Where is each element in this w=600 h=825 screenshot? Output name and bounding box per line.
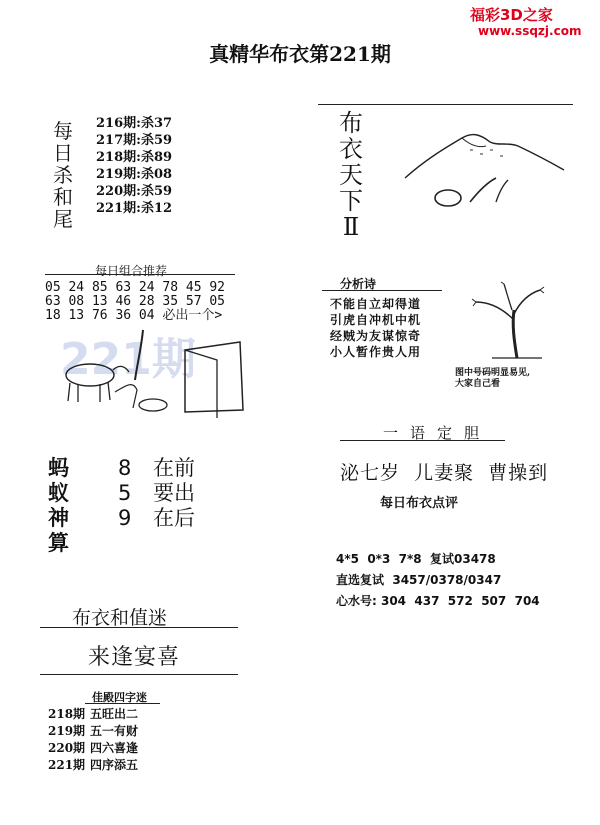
- daily-kill-char: 日: [53, 141, 73, 165]
- daily-kill-row: [96, 200, 172, 217]
- buyi-char: 衣: [339, 135, 363, 163]
- page-title: 真精华布衣第221期: [209, 42, 391, 66]
- poem-title: 分析诗: [340, 277, 377, 291]
- ant-row: [118, 456, 195, 481]
- ant-text: 要出: [153, 481, 195, 505]
- kill-value: 杀08: [140, 167, 173, 182]
- combo-row: 05 24 85 63 24 78 45 92: [45, 280, 226, 295]
- ant-row: [118, 506, 195, 531]
- riddle-row: [48, 706, 138, 723]
- comment-line2: 直选复试 3457/0378/0347: [336, 573, 502, 587]
- riddle-text: 四序添五: [90, 758, 139, 772]
- ant-row: [118, 481, 195, 506]
- kill-value: 杀12: [140, 201, 173, 216]
- poem-lines: [330, 296, 421, 360]
- daily-kill-char: 尾: [53, 207, 73, 231]
- daily-kill-list: [96, 115, 172, 217]
- poem-note-line1: 图中号码明显易见,: [455, 368, 531, 378]
- kill-value: 杀89: [140, 150, 173, 165]
- buyi-char: 天: [339, 161, 363, 189]
- one-word-heading: 一语定胆: [383, 424, 492, 442]
- riddle-heading: 布衣和值迷: [72, 607, 168, 629]
- watermark-brand: 福彩3D之家: [470, 6, 553, 24]
- ant-text: 在后: [153, 506, 195, 530]
- daily-kill-row: [96, 132, 172, 149]
- faint-period-number: 221期: [60, 334, 196, 385]
- daily-kill-char: 杀: [53, 163, 73, 187]
- poem-line: 经贼为友谋惊奇: [330, 329, 422, 343]
- riddle-row: [48, 757, 138, 774]
- poem-note-line2: 大家自己看: [455, 379, 501, 389]
- divider: [40, 674, 238, 675]
- kill-value: 杀37: [140, 116, 173, 131]
- ant-char: 算: [48, 531, 69, 555]
- kill-period: 221期:: [96, 201, 141, 216]
- riddle-answer: 来逢宴喜: [88, 645, 181, 670]
- buyi-char: 布: [339, 109, 363, 137]
- riddle-rows: [48, 706, 138, 774]
- riddle-period: 220期: [48, 741, 86, 755]
- combo-row: 18 13 76 36 04 必出一个>: [45, 308, 223, 323]
- daily-kill-vertical-label: [52, 120, 74, 230]
- daily-kill-row: [96, 149, 172, 166]
- divider: [340, 440, 505, 441]
- comment-line3: 心水号: 304 437 572 507 704: [336, 594, 540, 608]
- divider: [318, 104, 573, 105]
- poem-line: 引虎自冲机中机: [330, 313, 422, 327]
- daily-kill-row: [96, 166, 172, 183]
- kill-period: 217期:: [96, 133, 141, 148]
- buyi-char: Ⅱ: [342, 213, 360, 241]
- riddle-text: 五旺出二: [90, 707, 139, 721]
- mountain-sketch: [400, 120, 570, 215]
- comment-label: 每日布衣点评: [380, 496, 459, 511]
- kill-value: 杀59: [140, 133, 173, 148]
- riddle-period: 218期: [48, 707, 86, 721]
- combo-grid: [45, 281, 225, 323]
- ant-char: 蚁: [48, 481, 69, 505]
- ant-text: 在前: [153, 456, 195, 480]
- riddle-period: 221期: [48, 758, 86, 772]
- ant-number: 9: [118, 506, 132, 530]
- riddle-text: 四六喜逢: [90, 741, 139, 755]
- ant-char: 蚂: [48, 456, 69, 480]
- riddle-period: 219期: [48, 724, 86, 738]
- kill-period: 216期:: [96, 116, 141, 131]
- riddle-row: [48, 740, 138, 757]
- ant-char: 神: [48, 506, 69, 530]
- kill-value: 杀59: [140, 184, 173, 199]
- ant-number: 8: [118, 456, 132, 480]
- buyi-char: 下: [339, 187, 363, 215]
- riddle-text: 五一有财: [90, 724, 139, 738]
- kill-period: 218期:: [96, 150, 141, 165]
- poem-line: 小人暂作贵人用: [330, 345, 422, 359]
- poem-line: 不能自立却得道: [330, 297, 422, 311]
- watermark-url: www.ssqzj.com: [478, 24, 582, 38]
- divider: [85, 703, 160, 704]
- ant-rows: [118, 456, 195, 531]
- daily-kill-row: [96, 115, 172, 132]
- combo-title: 每日组合推荐: [95, 264, 168, 278]
- riddle-subtitle: 佳殿四字迷: [92, 691, 147, 704]
- kill-period: 220期:: [96, 184, 141, 199]
- daily-kill-char: 和: [53, 185, 73, 209]
- farm-sketch: [45, 320, 245, 420]
- comment-phrase: 泌七岁 儿妻聚 曹操到: [340, 462, 549, 484]
- daily-kill-row: [96, 183, 172, 200]
- divider: [322, 290, 442, 291]
- riddle-row: [48, 723, 138, 740]
- buyi-tianxia-vertical: [337, 110, 365, 240]
- ant-vertical-label: [48, 456, 69, 556]
- combo-row: 63 08 13 46 28 35 57 05: [45, 294, 226, 309]
- comment-line1: 4*5 0*3 7*8 复试03478: [336, 552, 496, 566]
- tree-sketch: [462, 280, 562, 360]
- kill-period: 219期:: [96, 167, 141, 182]
- divider: [40, 627, 238, 628]
- divider: [45, 274, 235, 275]
- ant-number: 5: [118, 481, 132, 505]
- daily-kill-char: 每: [53, 119, 73, 143]
